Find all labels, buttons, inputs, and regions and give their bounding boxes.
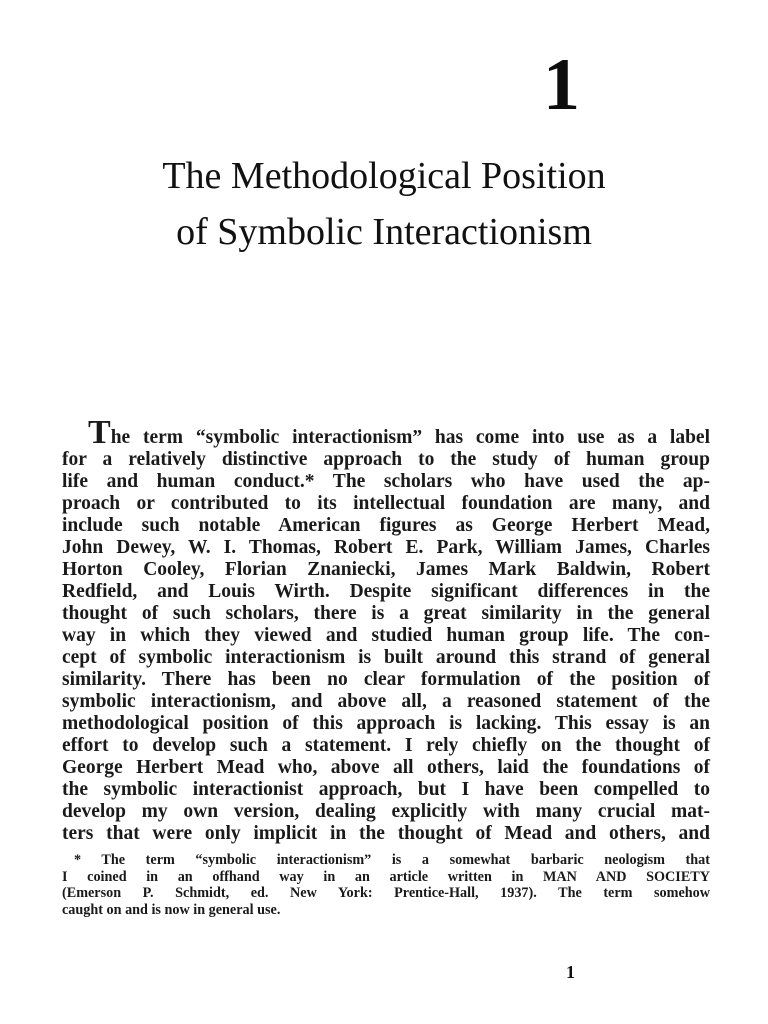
body-paragraph	[62, 414, 710, 845]
footnote	[62, 852, 710, 918]
body-line: Horton Cooley, Florian Znaniecki, James Mark Baldwin, Robert	[62, 559, 710, 580]
body-line: proach or contributed to its intellectual foundation are many, and	[62, 493, 710, 514]
body-line: methodological position of this approach is lacking. This essay is an	[62, 713, 710, 734]
body-line: John Dewey, W. I. Thomas, Robert E. Park, William James, Charles	[62, 537, 710, 558]
body-line: include such notable American figures as George Herbert Mead,	[62, 515, 710, 536]
body-line: Redfield, and Louis Wirth. Despite significant differences in the	[62, 581, 710, 602]
body-line: the symbolic interactionist approach, but I have been compelled to	[62, 779, 710, 800]
chapter-title-line-2: of Symbolic Interactionism	[176, 211, 592, 253]
body-line: George Herbert Mead who, above all others, laid the foundations of	[62, 757, 710, 778]
chapter-title	[60, 148, 708, 260]
footnote-line: caught on and is now in general use.	[62, 901, 281, 918]
body-line-text: he term “symbolic interactionism” has come into use as a label	[110, 427, 710, 448]
body-line: cept of symbolic interactionism is built around this strand of general	[62, 647, 710, 668]
footnote-line: (Emerson P. Schmidt, ed. New York: Prentice-Hall, 1937). The term somehow	[62, 885, 710, 901]
body-line: for a relatively distinctive approach to the study of human group	[62, 449, 710, 470]
body-line: way in which they viewed and studied human group life. The con-	[62, 625, 710, 646]
body-line: symbolic interactionism, and above all, a reasoned statement of the	[62, 691, 710, 712]
page-number: 1	[566, 962, 575, 982]
body-line: ters that were only implicit in the thought of Mead and others, and	[62, 823, 710, 844]
chapter-number: 1	[543, 44, 580, 126]
body-line: thought of such scholars, there is a great similarity in the general	[62, 603, 710, 624]
chapter-title-line-1: The Methodological Position	[162, 155, 606, 197]
footnote-line: I coined in an offhand way in an article written in MAN AND SOCIETY	[62, 868, 710, 885]
drop-cap: T	[88, 414, 111, 451]
body-line: develop my own version, dealing explicitly with many crucial mat-	[62, 801, 710, 822]
body-line: life and human conduct.* The scholars who have used the ap-	[62, 471, 710, 492]
body-line	[62, 414, 710, 451]
body-line: similarity. There has been no clear formulation of the position of	[62, 669, 710, 690]
body-line: effort to develop such a statement. I rely chiefly on the thought of	[62, 735, 710, 756]
footnote-line: * The term “symbolic interactionism” is a somewhat barbaric neologism that	[74, 852, 710, 868]
